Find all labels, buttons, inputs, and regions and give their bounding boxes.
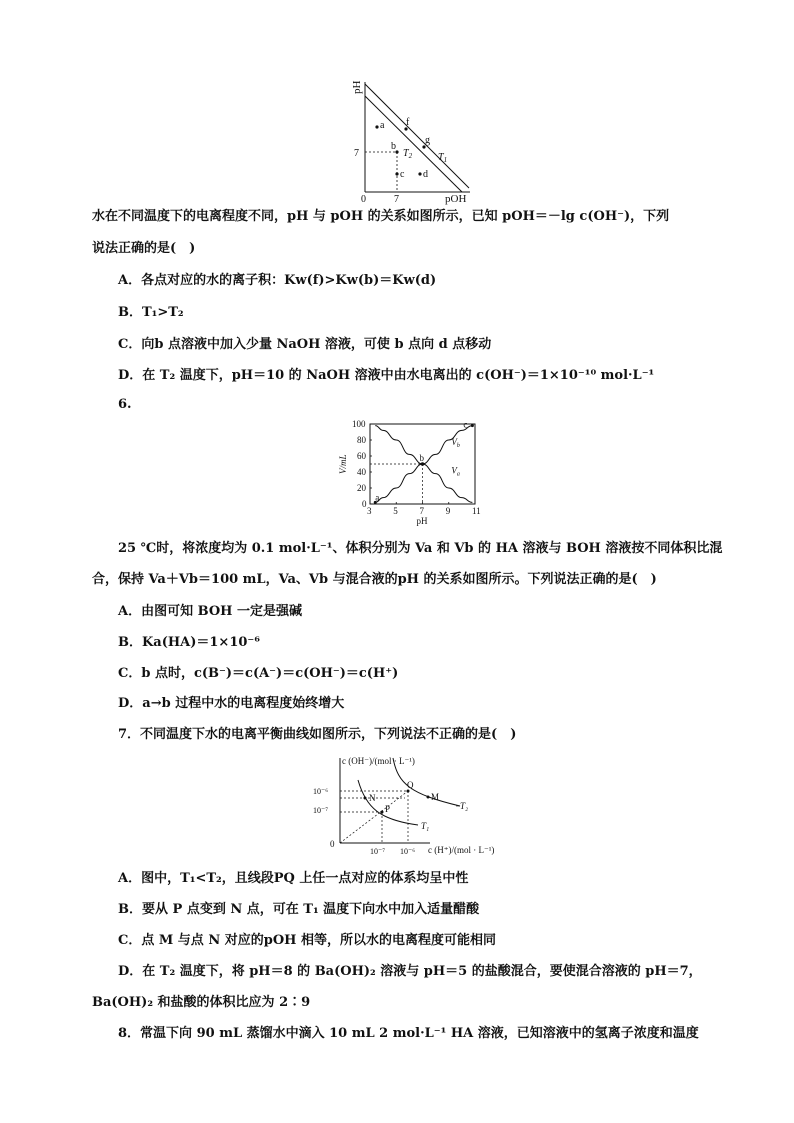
q6-option-b: B．Ka(HA)＝1×10⁻⁶: [118, 635, 260, 650]
label-vb-sub: b: [456, 442, 460, 449]
point-n: [364, 797, 367, 800]
y-axis-label: c (OH⁻)/(mol · L⁻¹): [342, 756, 415, 766]
point-m: [427, 796, 430, 799]
y-axis-label: pH: [351, 80, 363, 94]
label-a: a: [380, 120, 385, 131]
label-n: N: [369, 793, 376, 803]
q5-option-b: B．T₁>T₂: [118, 305, 184, 320]
q6-option-d: D．a→b 过程中水的电离程度始终增大: [118, 696, 345, 711]
q7-option-b: B．要从 P 点变到 N 点，可在 T₁ 温度下向水中加入适量醋酸: [118, 902, 480, 917]
label-m: M: [431, 792, 440, 802]
x-axis-label: pH: [416, 516, 428, 526]
point-p: [381, 811, 384, 814]
volume-ph-chart: [338, 416, 481, 526]
q6-stem-line1: 25 ℃时，将浓度均为 0.1 mol·L⁻¹、体积分别为 Va 和 Vb 的 HA 溶液与 BOH 溶液按不同体积比混: [118, 541, 723, 556]
line-t1: [365, 84, 469, 188]
y-tick-label: 80: [357, 435, 366, 445]
label-c: c: [463, 419, 468, 430]
x-tick-label: 7: [419, 506, 424, 516]
q5-stem-line2: 说法正确的是( ): [92, 241, 196, 256]
q6-option-c: C．b 点时，c(B⁻)＝c(A⁻)＝c(OH⁻)＝c(H⁺): [118, 666, 399, 681]
x-axis-label: c (H⁺)/(mol · L⁻¹): [428, 845, 495, 855]
label-d: d: [423, 169, 428, 180]
line-t2: [365, 96, 462, 192]
x-axis-label: pOH: [445, 193, 467, 205]
q7-option-d-line2: Ba(OH)₂ 和盐酸的体积比应为 2∶9: [92, 995, 311, 1010]
y-tick-label: 20: [357, 483, 366, 493]
label-b: b: [419, 453, 424, 463]
label-p: P: [385, 804, 391, 814]
q7-option-a: A．图中，T₁<T₂，且线段PQ 上任一点对应的体系均呈中性: [118, 871, 469, 886]
point-a: [375, 125, 378, 128]
q7-option-d: D．在 T₂ 温度下，将 pH＝8 的 Ba(OH)₂ 溶液与 pH＝5 的盐酸混合，要使混合溶液的 pH＝7，: [118, 964, 702, 979]
q5-option-a: A．各点对应的水的离子积：Kw(f)>Kw(b)＝Kw(d): [118, 273, 437, 288]
label-t2: $T_2$: [403, 148, 413, 160]
x-tick-label: 11: [472, 506, 481, 516]
x-tick-label: 3: [367, 506, 372, 516]
origin-label: 0: [330, 839, 335, 849]
q8-stem: 8．常温下向 90 mL 蒸馏水中滴入 10 mL 2 mol·L⁻¹ HA 溶液，已知溶液中的氢离子浓度和温度: [118, 1026, 699, 1041]
label-vb: $V_b$: [451, 436, 460, 449]
y-tick-7: 7: [354, 148, 359, 159]
x-tick-7: 7: [394, 194, 399, 205]
q6-option-a: A．由图可知 BOH 一定是强碱: [118, 604, 302, 619]
x-tick-1e-6: 10⁻⁶: [400, 847, 416, 856]
x-tick-label: 5: [393, 506, 398, 516]
q5-option-c: C．向b 点溶液中加入少量 NaOH 溶液，可使 b 点向 d 点移动: [118, 337, 492, 352]
label-t1: $T_1$: [438, 152, 448, 164]
label-t1: T₁: [421, 821, 430, 831]
label-a: a: [375, 492, 380, 503]
label-q: Q: [407, 780, 414, 790]
label-c: c: [400, 169, 405, 180]
ion-product-figure: [300, 750, 520, 860]
y-tick-1e-7: 10⁻⁷: [313, 806, 329, 815]
q5-option-d: D．在 T₂ 温度下，pH＝10 的 NaOH 溶液中由水电离出的 c(OH⁻)＝1×10⁻¹⁰ mol·L⁻¹: [118, 368, 655, 383]
y-axis-label: V/mL: [338, 454, 348, 474]
label-b: b: [391, 141, 396, 152]
point-d: [418, 172, 421, 175]
y-tick-label: 0: [362, 499, 367, 509]
y-tick-label: 40: [357, 467, 366, 477]
q6-number: 6.: [118, 397, 132, 412]
y-tick-1e-6: 10⁻⁶: [313, 787, 329, 796]
x-tick-label: 9: [445, 506, 451, 516]
label-va-sub: a: [456, 471, 460, 478]
y-tick-label: 100: [352, 419, 366, 429]
q5-stem-line1: 水在不同温度下的电离程度不同，pH 与 pOH 的关系如图所示，已知 pOH＝－lg c(OH⁻)，下列: [92, 209, 670, 224]
label-va: $V_a$: [451, 465, 460, 478]
origin-label: 0: [361, 194, 366, 205]
point-c: [395, 172, 398, 175]
q7-option-c: C．点 M 与点 N 对应的pOH 相等，所以水的电离程度可能相同: [118, 933, 496, 948]
q6-stem-line2: 合，保持 Va＋Vb＝100 mL，Va、Vb 与混合液的pH 的关系如图所示。下列说法正确的是( ): [92, 572, 657, 587]
point-c: [471, 424, 474, 427]
label-f: f: [406, 117, 410, 128]
label-g: g: [425, 135, 430, 146]
x-tick-1e-7: 10⁻⁷: [370, 847, 386, 856]
label-t2: T₂: [460, 801, 469, 811]
q7-stem: 7．不同温度下水的电离平衡曲线如图所示，下列说法不正确的是( ): [118, 727, 517, 742]
y-tick-label: 60: [357, 451, 366, 461]
figure-ph-poh: [345, 72, 475, 205]
